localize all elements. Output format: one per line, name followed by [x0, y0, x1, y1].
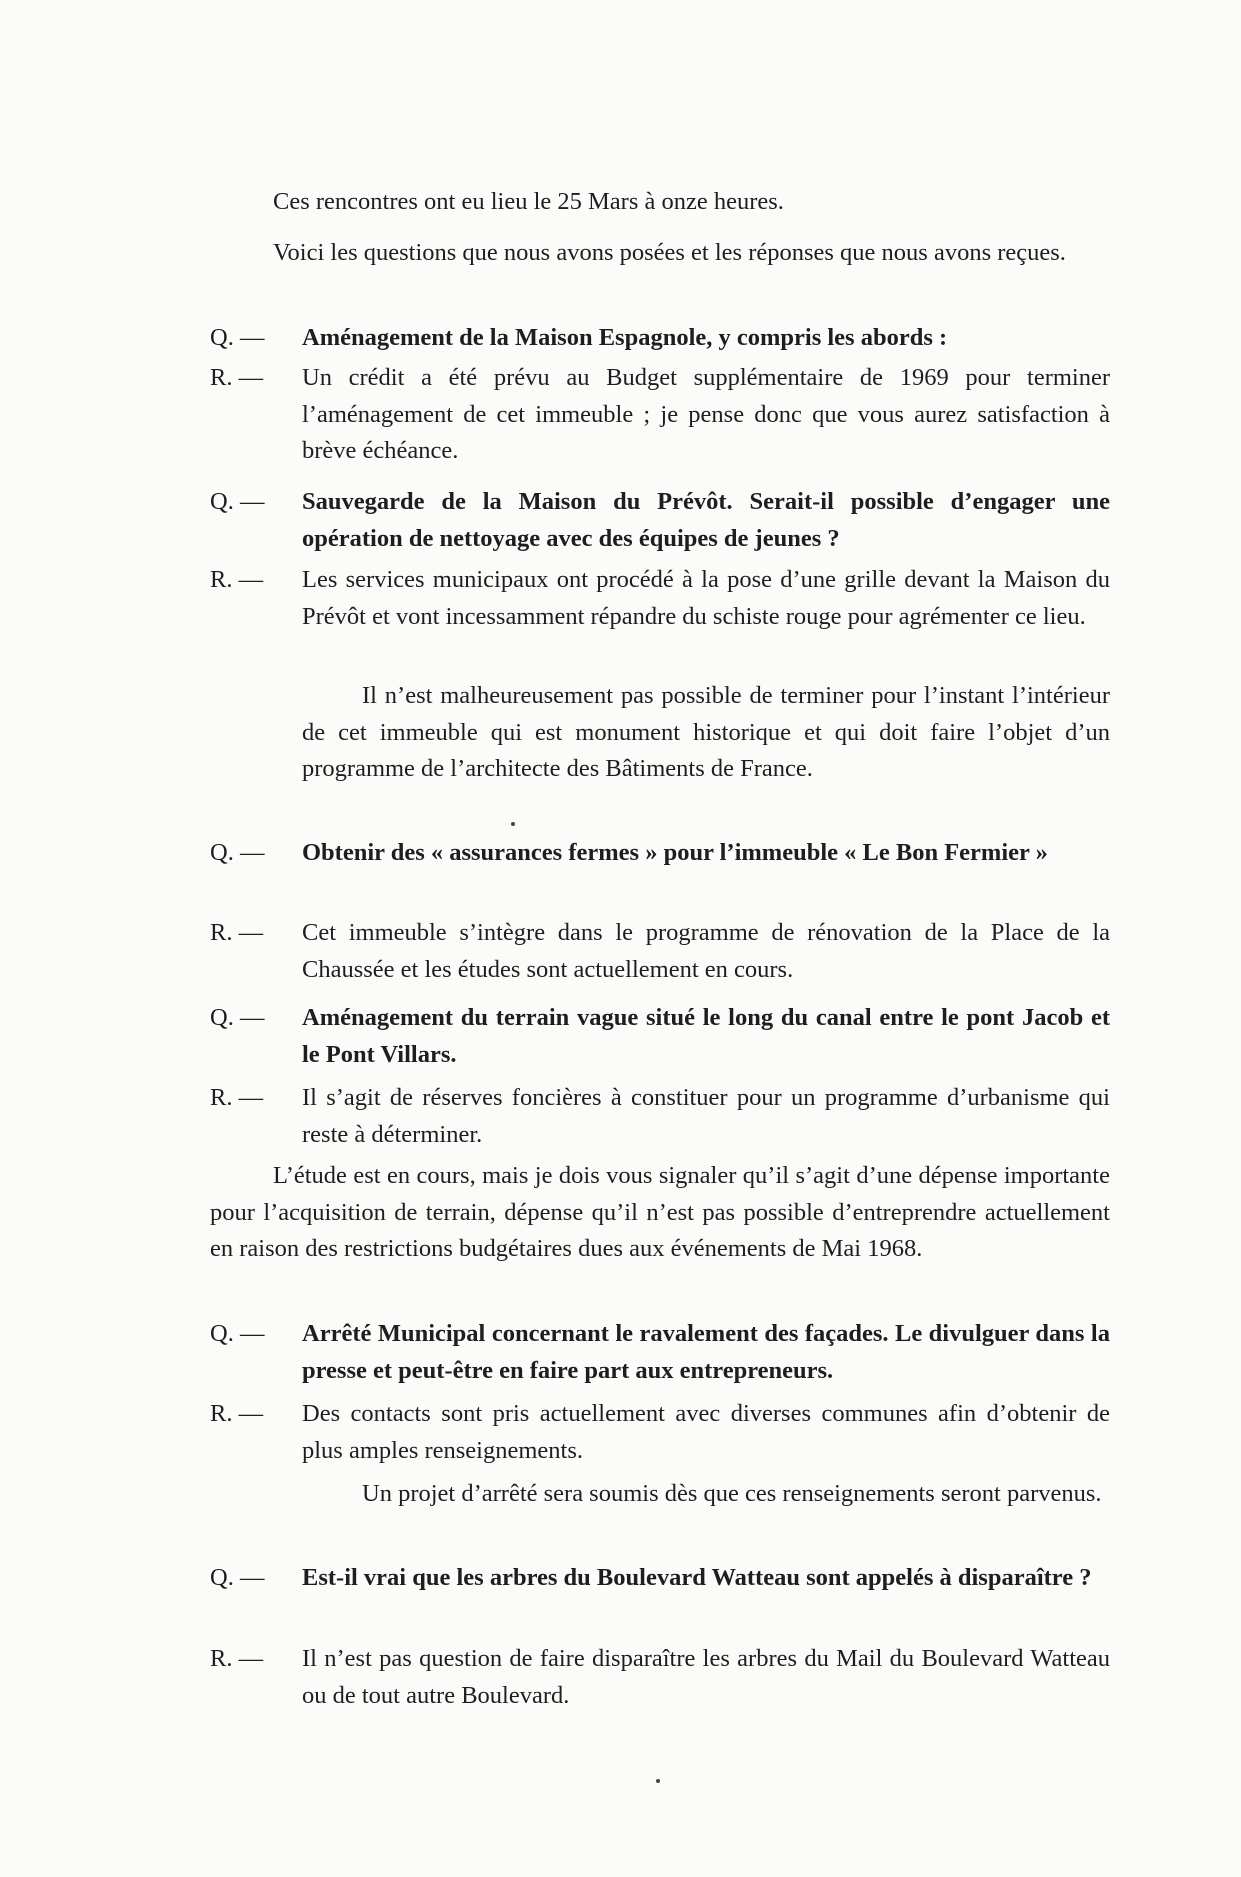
question-4 — [210, 1000, 1110, 1073]
response-text: Il s’agit de réserves foncières à constituer pour un programme d’urbanisme qui reste à déterminer. — [302, 1084, 1110, 1148]
question-text: Obtenir des « assurances fermes » pour l’immeuble « Le Bon Fermier » — [302, 839, 1048, 866]
response-6 — [210, 1641, 1110, 1714]
response-text: Il n’est pas question de faire disparaître les arbres du Mail du Boulevard Watteau ou de tout autre Boulevard. — [302, 1645, 1110, 1709]
intro-line-1: Ces rencontres ont eu lieu le 25 Mars à onze heures. — [273, 188, 784, 215]
question-label: Q. — — [210, 1320, 265, 1347]
ink-speck — [511, 822, 515, 826]
response-text: Des contacts sont pris actuellement avec diverses communes afin d’obtenir de plus amples renseignements. — [302, 1400, 1110, 1464]
response-4 — [210, 1080, 1110, 1153]
question-label: Q. — — [210, 839, 265, 866]
question-2 — [210, 484, 1110, 557]
question-text: Est-il vrai que les arbres du Boulevard Watteau sont appelés à disparaître ? — [302, 1564, 1092, 1591]
response-label: R. — — [210, 1645, 264, 1672]
response-label: R. — — [210, 919, 264, 946]
response-text: Les services municipaux ont procédé à la pose d’une grille devant la Maison du Prévôt et vont incessamment répandre du schiste rouge pour agrémenter ce lieu. — [302, 566, 1110, 630]
response-5 — [210, 1396, 1110, 1469]
response-2-continuation: Il n’est malheureusement pas possible de terminer pour l’instant l’intérieur de cet immeuble qui est monument historique et qui doit faire l’objet d’un programme de l’architecte des Bâtiments de France. — [302, 682, 1110, 782]
response-1 — [210, 360, 1110, 470]
intro-line-2: Voici les questions que nous avons posées et les réponses que nous avons reçues. — [273, 239, 1066, 266]
question-label: Q. — — [210, 488, 265, 515]
question-1 — [210, 320, 1110, 357]
response-label: R. — — [210, 1400, 264, 1427]
question-6 — [210, 1560, 1110, 1597]
ink-speck — [656, 1779, 660, 1783]
question-label: Q. — — [210, 1004, 265, 1031]
question-5 — [210, 1316, 1110, 1389]
response-label: R. — — [210, 566, 264, 593]
question-text: Arrêté Municipal concernant le ravalement des façades. Le divulguer dans la presse et peut-être en faire part aux entrepreneurs. — [302, 1320, 1110, 1384]
response-2 — [210, 562, 1110, 635]
response-text: Un crédit a été prévu au Budget supplémentaire de 1969 pour terminer l’aménagement de cet immeuble ; je pense donc que vous aurez satisfaction à brève échéance. — [302, 364, 1110, 464]
response-text: Cet immeuble s’intègre dans le programme de rénovation de la Place de la Chaussée et les études sont actuellement en cours. — [302, 919, 1110, 983]
response-label: R. — — [210, 364, 264, 391]
question-text: Aménagement de la Maison Espagnole, y compris les abords : — [302, 324, 948, 351]
response-3 — [210, 915, 1110, 988]
response-5-continuation: Un projet d’arrêté sera soumis dès que ces renseignements seront parvenus. — [362, 1480, 1102, 1507]
question-label: Q. — — [210, 1564, 265, 1591]
question-text: Aménagement du terrain vague situé le long du canal entre le pont Jacob et le Pont Villars. — [302, 1004, 1110, 1068]
question-label: Q. — — [210, 324, 265, 351]
question-text: Sauvegarde de la Maison du Prévôt. Serait-il possible d’engager une opération de nettoyage avec des équipes de jeunes ? — [302, 488, 1110, 552]
study-note-paragraph: L’étude est en cours, mais je dois vous signaler qu’il s’agit d’une dépense importante pour l’acquisition de terrain, dépense qu’il n’est pas possible d’entreprendre actuellement en raison des restrictions budgétaires dues aux événements de Mai 1968. — [210, 1162, 1110, 1262]
question-3 — [210, 835, 1110, 872]
response-label: R. — — [210, 1084, 264, 1111]
